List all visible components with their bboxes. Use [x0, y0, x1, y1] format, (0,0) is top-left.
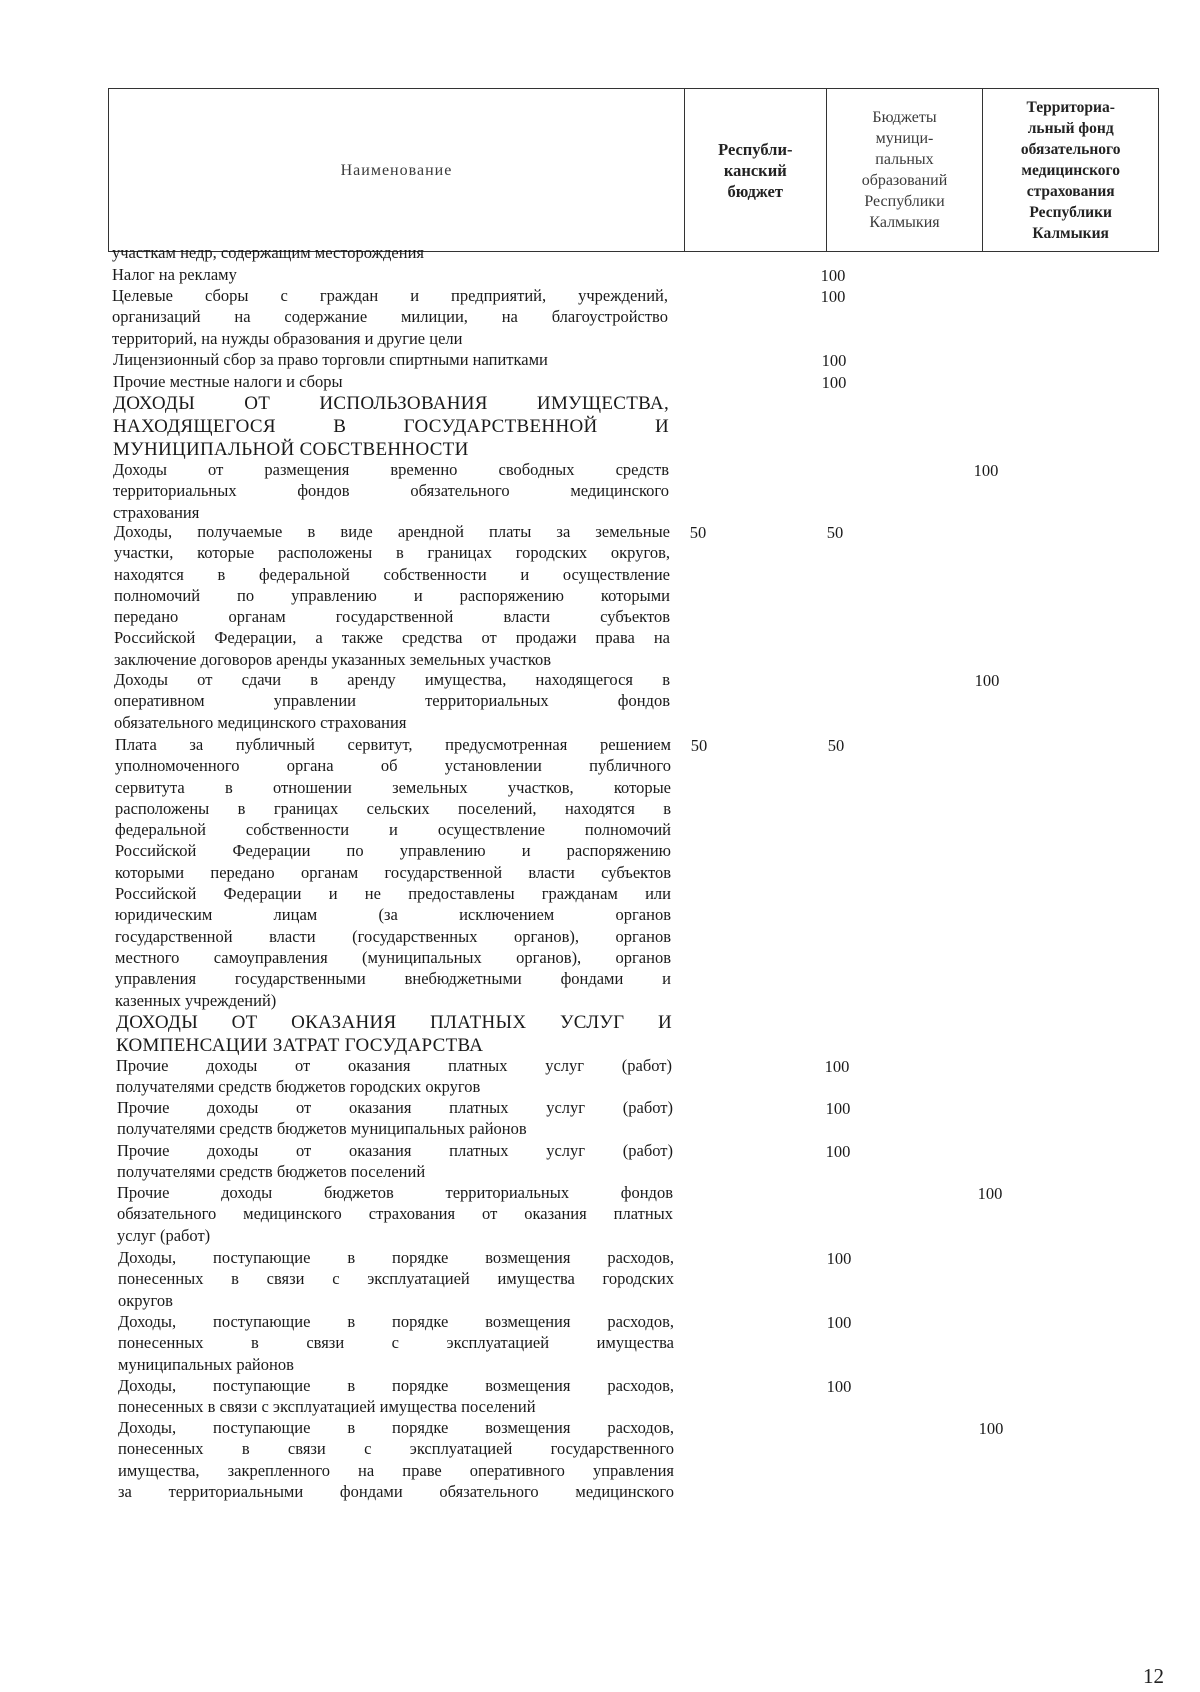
text-line: понесенных в связи с эксплуатацией государственного — [118, 1439, 674, 1459]
header-line: образований — [861, 172, 948, 189]
text-line: имущества, закрепленного на праве оперативного управления — [118, 1460, 674, 1480]
text-line: Доходы, поступающие в порядке возмещения расходов, — [118, 1376, 674, 1395]
text-line: понесенных в связи с эксплуатацией имущества поселений — [118, 1397, 536, 1417]
text-line: Прочие местные налоги и сборы — [113, 372, 343, 391]
header-line: бюджет — [727, 181, 783, 201]
text-line: территориальных фондов обязательного медицинского — [113, 481, 669, 501]
text-line: понесенных в связи с эксплуатацией имущества городских — [118, 1269, 674, 1289]
municipal-share: 100 — [824, 1057, 850, 1076]
republican-share: 50 — [689, 523, 707, 542]
text-line: заключение договоров аренды указанных земельных участков — [114, 649, 552, 669]
text-line: за территориальными фондами обязательного медицинского — [118, 1481, 674, 1501]
text-line: Российской Федерации по управлению и распоряжению — [115, 841, 671, 861]
text-line: Доходы от размещения временно свободных средств — [113, 460, 669, 479]
header-line: обязательного — [1020, 140, 1121, 158]
header-line: Территориа- — [1026, 98, 1115, 116]
text-line: Прочие доходы бюджетов территориальных фондов — [117, 1183, 673, 1202]
text-line: передано органам государственной власти субъектов — [114, 607, 670, 627]
header-line: Республики — [1029, 203, 1112, 221]
text-line: полномочий по управлению и распоряжению которыми — [114, 585, 670, 605]
text-line: НАХОДЯЩЕГОСЯ В ГОСУДАРСТВЕННОЙ И — [113, 416, 669, 437]
revenue-name — [113, 349, 669, 370]
municipal-share: 100 — [826, 1313, 852, 1332]
text-line: государственной власти (государственных органов), органов — [115, 926, 671, 946]
text-line: обязательного медицинского страхования от оказания платных — [117, 1204, 673, 1224]
section-title — [116, 1011, 672, 1057]
text-line: получателями средств бюджетов муниципальных районов — [117, 1119, 527, 1139]
text-line: Целевые сборы с граждан и предприятий, учреждений, — [112, 286, 668, 305]
text-line: КОМПЕНСАЦИИ ЗАТРАТ ГОСУДАРСТВА — [116, 1035, 484, 1056]
revenue-name — [113, 459, 669, 523]
header-line: пальных — [875, 151, 934, 168]
text-line: муниципальных районов — [118, 1354, 294, 1374]
section-title — [113, 392, 669, 461]
text-line: Лицензионный сбор за право торговли спиртными напитками — [113, 350, 548, 369]
text-line: Налог на рекламу — [112, 265, 237, 284]
text-line: Российской Федерации и не предоставлены гражданам или — [115, 884, 671, 904]
revenue-name — [118, 1375, 674, 1418]
text-line: сервитута в отношении земельных участков, которые — [115, 777, 671, 797]
text-line: уполномоченного органа об установлении публичного — [115, 756, 671, 776]
text-line: юридическим лицам (за исключением органов — [115, 905, 671, 925]
header-line: Республики — [864, 193, 945, 210]
municipal-share: 100 — [821, 351, 847, 370]
header-line: льный фонд — [1027, 119, 1114, 137]
text-line: казенных учреждений) — [115, 990, 277, 1010]
text-line: Доходы, поступающие в порядке возмещения расходов, — [118, 1312, 674, 1331]
header-line: Калмыкия — [1032, 224, 1109, 242]
text-line: ДОХОДЫ ОТ ОКАЗАНИЯ ПЛАТНЫХ УСЛУГ И — [116, 1012, 672, 1033]
header-name-label: Наименование — [340, 161, 453, 179]
fund-share: 100 — [974, 671, 1000, 690]
municipal-share: 100 — [820, 287, 846, 306]
header-line: канский — [723, 160, 787, 180]
text-line: Прочие доходы от оказания платных услуг (работ) — [117, 1098, 673, 1117]
republican-share: 50 — [690, 736, 708, 755]
header-line: муници- — [875, 130, 934, 147]
text-line: управления государственными внебюджетными фондами и — [115, 969, 671, 989]
fund-share: 100 — [973, 461, 999, 480]
municipal-share: 100 — [821, 373, 847, 392]
text-line: страхования — [113, 502, 200, 522]
text-line: Доходы, получаемые в виде арендной платы за земельные — [114, 522, 670, 541]
revenue-name — [118, 1417, 674, 1502]
text-line: Прочие доходы от оказания платных услуг (работ) — [116, 1056, 672, 1075]
revenue-name — [114, 521, 670, 670]
revenue-name — [112, 264, 668, 285]
text-line: территорий, на нужды образования и другие цели — [112, 328, 463, 348]
revenue-name — [117, 1140, 673, 1183]
revenue-name — [117, 1182, 673, 1246]
text-line: Плата за публичный сервитут, предусмотренная решением — [115, 735, 671, 754]
text-line: получателями средств бюджетов городских округов — [116, 1077, 481, 1097]
text-line: обязательного медицинского страхования — [114, 712, 407, 732]
text-line: которыми передано органам государственной власти субъектов — [115, 862, 671, 882]
header-line: медицинского — [1021, 161, 1120, 179]
text-line: участки, которые расположены в границах городских округов, — [114, 543, 670, 563]
municipal-share: 100 — [820, 266, 846, 285]
fund-share: 100 — [978, 1419, 1004, 1438]
municipal-share: 100 — [826, 1377, 852, 1396]
revenue-name — [116, 1055, 672, 1098]
text-line: получателями средств бюджетов поселений — [117, 1162, 426, 1182]
revenue-name — [117, 1097, 673, 1140]
text-line: Доходы, поступающие в порядке возмещения расходов, — [118, 1418, 674, 1437]
header-line: Калмыкия — [869, 214, 940, 231]
text-line: оперативном управлении территориальных фондов — [114, 691, 670, 711]
text-line: округов — [118, 1290, 173, 1310]
header-line: страхования — [1026, 182, 1115, 200]
municipal-share: 100 — [825, 1099, 851, 1118]
municipal-share: 50 — [826, 523, 844, 542]
text-line: федеральной собственности и осуществление полномочий — [115, 820, 671, 840]
text-line: местного самоуправления (муниципальных органов), органов — [115, 947, 671, 967]
text-line: Российской Федерации, а также средства от продажи права на — [114, 628, 670, 648]
header-line: Бюджеты — [872, 109, 937, 126]
text-line: ДОХОДЫ ОТ ИСПОЛЬЗОВАНИЯ ИМУЩЕСТВА, — [113, 393, 669, 414]
header-line: Республи- — [718, 139, 793, 159]
revenue-name — [112, 285, 668, 349]
revenue-name — [113, 371, 669, 392]
text-line: организаций на содержание милиции, на благоустройство — [112, 307, 668, 327]
revenue-name — [115, 734, 671, 1011]
municipal-share: 50 — [827, 736, 845, 755]
text-line: участкам недр, содержащим месторождения — [112, 243, 424, 262]
revenue-name — [112, 242, 668, 263]
municipal-share: 100 — [826, 1249, 852, 1268]
text-line: понесенных в связи с эксплуатацией имущества — [118, 1333, 674, 1353]
revenue-name — [118, 1247, 674, 1311]
municipal-share: 100 — [825, 1142, 851, 1161]
fund-share: 100 — [977, 1184, 1003, 1203]
text-line: расположены в границах сельских поселений, находятся в — [115, 798, 671, 818]
page-number: 12 — [1143, 1664, 1164, 1688]
text-line: Прочие доходы от оказания платных услуг (работ) — [117, 1141, 673, 1160]
text-line: Доходы, поступающие в порядке возмещения расходов, — [118, 1248, 674, 1267]
text-line: находятся в федеральной собственности и осуществление — [114, 564, 670, 584]
revenue-name — [114, 669, 670, 733]
text-line: МУНИЦИПАЛЬНОЙ СОБСТВЕННОСТИ — [113, 439, 469, 460]
text-line: услуг (работ) — [117, 1225, 211, 1245]
text-line: Доходы от сдачи в аренду имущества, находящегося в — [114, 670, 670, 689]
revenue-name — [118, 1311, 674, 1375]
